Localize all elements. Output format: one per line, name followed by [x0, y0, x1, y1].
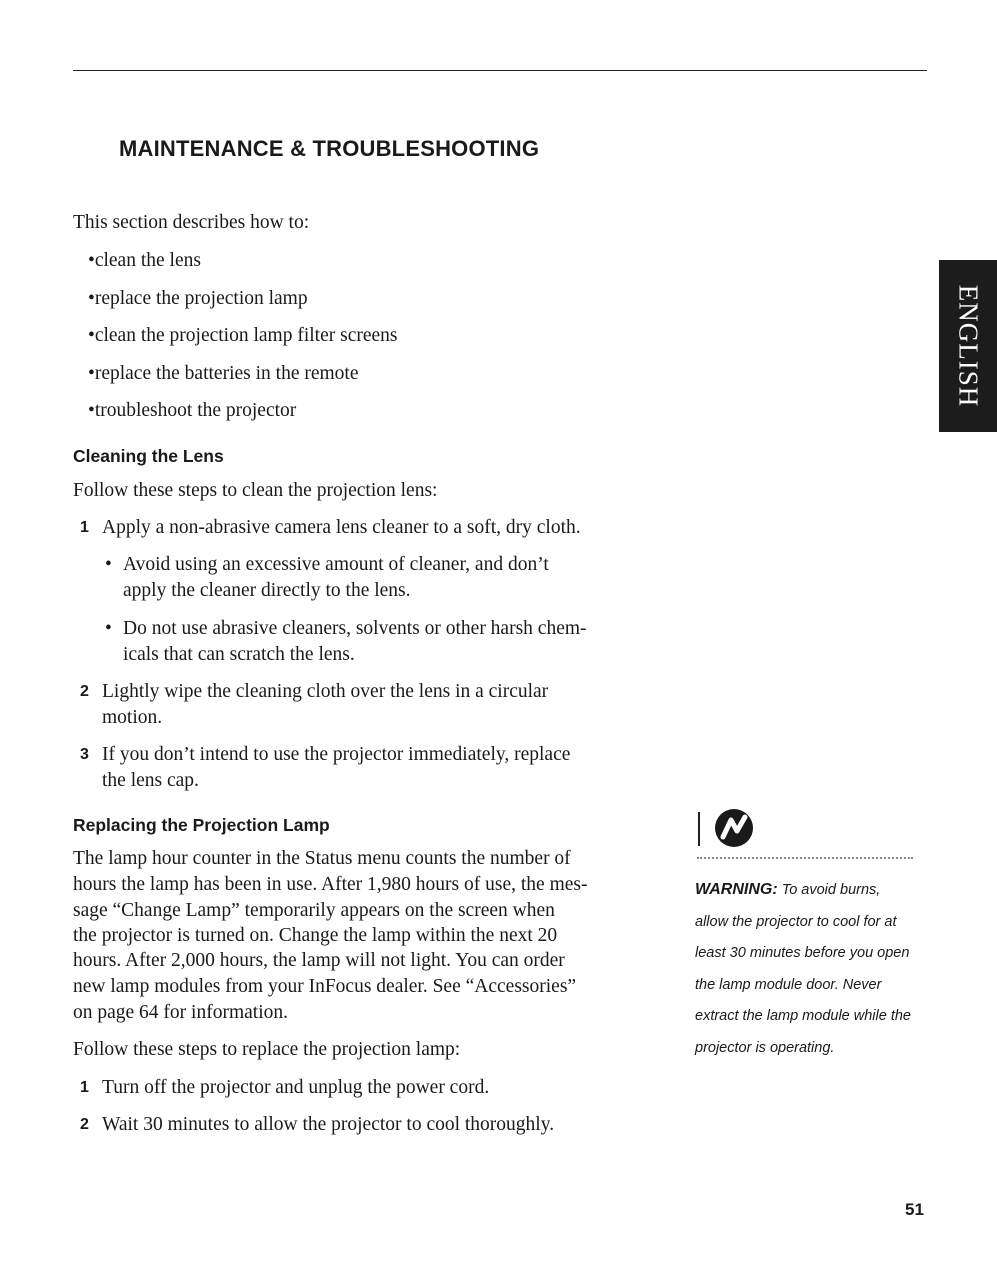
step-number: 1 [80, 1079, 89, 1096]
section-heading-lamp: Replacing the Projection Lamp [73, 815, 330, 835]
intro-bullet: •troubleshoot the projector [88, 400, 297, 421]
sub-bullet-marker: • [105, 554, 112, 575]
step-text: Apply a non-abrasive camera lens cleaner to a soft, dry cloth. [102, 517, 581, 538]
warning-line: projector is operating. [695, 1039, 835, 1056]
intro-text: This section describes how to: [73, 212, 310, 233]
warning-line: allow the projector to cool for at [695, 913, 897, 930]
section-heading-cleaning: Cleaning the Lens [73, 446, 224, 466]
warning-icon [714, 808, 754, 848]
lamp-intro: Follow these steps to replace the projection lamp: [73, 1039, 461, 1060]
sub-bullet-text: Avoid using an excessive amount of cleaner, and don’t [123, 554, 549, 575]
header-rule [73, 70, 927, 71]
lamp-paragraph-line: on page 64 for information. [73, 1002, 288, 1023]
sub-bullet-marker: • [105, 618, 112, 639]
lamp-paragraph-line: hours the lamp has been in use. After 1,980 hours of use, the mes- [73, 874, 588, 895]
warning-note [695, 874, 927, 1064]
lamp-paragraph-line: hours. After 2,000 hours, the lamp will not light. You can order [73, 950, 565, 971]
warning-line: the lamp module door. Never [695, 976, 882, 993]
intro-bullet: •clean the lens [88, 250, 201, 271]
step-text: If you don’t intend to use the projector immediately, replace [102, 744, 571, 765]
page-number: 51 [905, 1200, 924, 1219]
step-text: motion. [102, 707, 163, 728]
page-title: MAINTENANCE & TROUBLESHOOTING [119, 136, 540, 161]
language-tab [939, 260, 997, 432]
step-text: Wait 30 minutes to allow the projector to cool thoroughly. [102, 1114, 555, 1135]
warning-divider [697, 857, 913, 859]
warning-line: extract the lamp module while the [695, 1008, 911, 1024]
lamp-paragraph-line: sage “Change Lamp” temporarily appears on the screen when [73, 900, 555, 921]
step-number: 1 [80, 519, 89, 536]
intro-bullet: •replace the batteries in the remote [88, 363, 359, 384]
step-text: the lens cap. [102, 770, 199, 791]
cleaning-intro: Follow these steps to clean the projection lens: [73, 480, 438, 501]
warning-label: WARNING: [695, 881, 778, 898]
step-text: Turn off the projector and unplug the power cord. [102, 1077, 490, 1098]
warning-line: To avoid burns, [781, 882, 881, 898]
lamp-paragraph-line: new lamp modules from your InFocus dealer. See “Accessories” [73, 976, 577, 997]
warning-bar [698, 812, 700, 846]
lamp-paragraph-line: the projector is turned on. Change the lamp within the next 20 [73, 925, 558, 946]
lamp-paragraph-line: The lamp hour counter in the Status menu counts the number of [73, 848, 571, 869]
step-number: 2 [80, 1116, 89, 1133]
warning-line: least 30 minutes before you open [695, 945, 910, 961]
sub-bullet-text: Do not use abrasive cleaners, solvents or other harsh chem- [123, 618, 587, 639]
intro-bullet: •clean the projection lamp filter screens [88, 325, 398, 346]
language-tab-label: ENGLISH [953, 284, 984, 408]
intro-bullet: •replace the projection lamp [88, 288, 308, 309]
step-text: Lightly wipe the cleaning cloth over the lens in a circular [102, 681, 549, 702]
step-number: 3 [80, 746, 89, 763]
sub-bullet-text: icals that can scratch the lens. [123, 644, 355, 665]
sub-bullet-text: apply the cleaner directly to the lens. [123, 580, 411, 601]
step-number: 2 [80, 683, 89, 700]
